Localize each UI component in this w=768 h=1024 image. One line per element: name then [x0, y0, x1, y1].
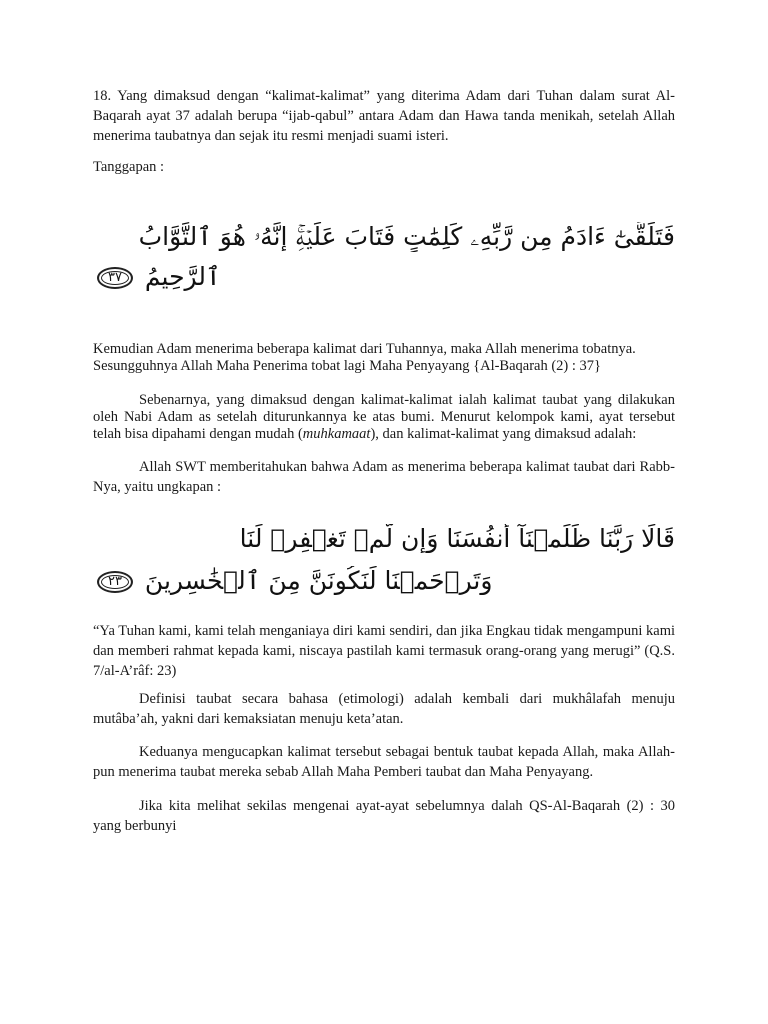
paragraph-keduanya: Keduanya mengucapkan kalimat tersebut sebagai bentuk taubat kepada Allah, maka Allah-pun menerima taubat mereka sebab Allah Maha Pemberi taubat dan Maha Penyayang.: [93, 744, 675, 780]
paragraph-allah-swt: Allah SWT memberitahukan bahwa Adam as menerima beberapa kalimat taubat dari Rabb-Nya, yaitu ungkapan :: [93, 459, 675, 495]
arabic-verse-2-line-2-container: [93, 566, 675, 595]
paragraph-sebenarnya: [93, 392, 675, 443]
quote-ya-tuhan: “Ya Tuhan kami, kami telah menganiaya diri kami sendiri, dan jika Engkau tidak mengampuni kami dan memberi rahmat kepada kami, niscaya pastilah kami termasuk orang-orang yang merugi” (Q.S. 7/al-A’râf: 23): [93, 623, 675, 679]
paragraph-definisi: Definisi taubat secara bahasa (etimologi) adalah kembali dari mukhâlafah menuju mutâba’ah, yakni dari kemaksiatan menuju keta’atan.: [93, 691, 675, 727]
arabic-verse-2-line-1: قَالَا رَبَّنَا ظَلَمۡنَآ أَنفُسَنَا وَإِن لَّمۡ تَغۡفِرۡ لَنَا: [239, 524, 675, 553]
paragraph-18: 18. Yang dimaksud dengan “kalimat-kalimat” yang diterima Adam dari Tuhan dalam surat Al-Baqarah ayat 37 adalah berupa “ijab-qabul” antara Adam dan Hawa tanda menikah, setelah Allah menerima taubatnya dan sejak itu resmi menjadi suami isteri.: [93, 88, 675, 144]
ayah-number-23-icon: ٢٣: [97, 571, 133, 593]
arabic-verse-2-line-2: وَتَرۡحَمۡنَا لَنَكُونَنَّ مِنَ ٱلۡخَٰسِرِينَ: [144, 566, 493, 595]
ayah-number-37-icon: ٣٧: [97, 267, 133, 289]
translation-1-line-2: Sesungguhnya Allah Maha Penerima tobat lagi Maha Penyayang {Al-Baqarah (2) : 37}: [93, 358, 602, 374]
paragraph-sebenarnya-text: Sebenarnya, yang dimaksud dengan kalimat-kalimat ialah kalimat taubat yang dilakukan oleh Nabi Adam as setelah diturunkannya ke atas bumi. Menurut kelompok kami, ayat tersebut telah bisa dipahami dengan mudah (: [93, 392, 675, 442]
arabic-verse-1-line-2-container: [93, 262, 675, 291]
paragraph-jika: Jika kita melihat sekilas mengenai ayat-ayat sebelumnya dalah QS-Al-Baqarah (2) : 30 yang berbunyi: [93, 798, 675, 834]
translation-1-line-1: Kemudian Adam menerima beberapa kalimat dari Tuhannya, maka Allah menerima tobatnya.: [93, 341, 636, 357]
arabic-verse-1-line-2: ٱلرَّحِيمُ: [144, 262, 221, 291]
tanggapan-label: Tanggapan :: [93, 159, 165, 175]
paragraph-sebenarnya-tail: ), dan kalimat-kalimat yang dimaksud adalah:: [370, 426, 637, 442]
term-muhkamaat: muhkamaat: [302, 426, 371, 442]
arabic-verse-1-line-1: فَتَلَقَّىٰٓ ءَادَمُ مِن رَّبِّهِۦ كَلِمَٰتٍ فَتَابَ عَلَيۡهِۚ إِنَّهُۥ هُوَ ٱلتَّوَّابُ: [138, 222, 675, 251]
